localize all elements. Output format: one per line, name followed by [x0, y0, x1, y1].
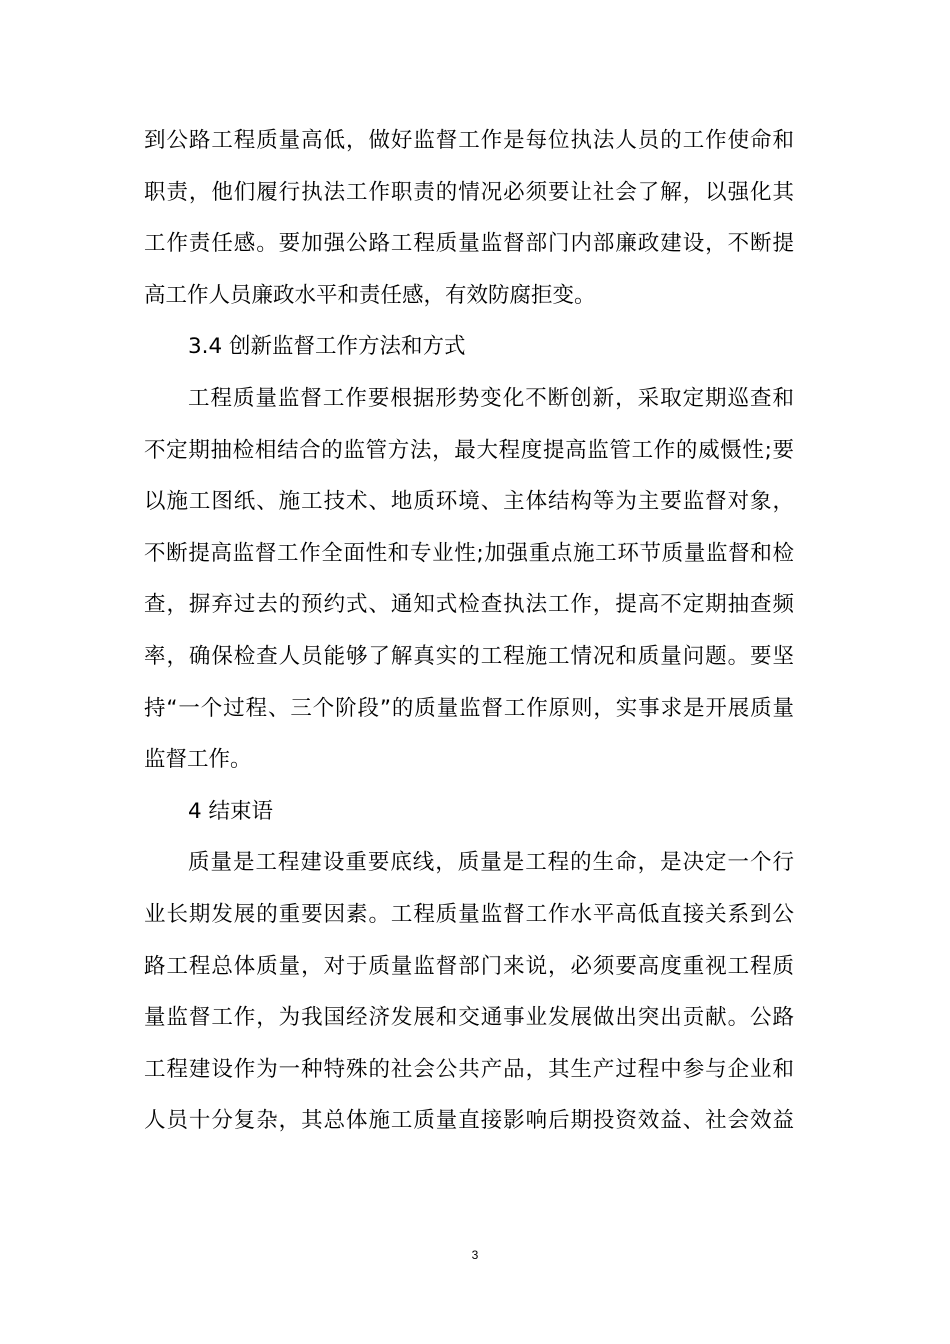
text-line: 工程质量监督工作要根据形势变化不断创新，采取定期巡查和 — [188, 385, 794, 411]
text-line: 不断提高监督工作全面性和专业性;加强重点施工环节质量监督和检 — [144, 540, 794, 566]
text-line: 路工程总体质量，对于质量监督部门来说，必须要高度重视工程质 — [144, 953, 794, 979]
text-line: 工程建设作为一种特殊的社会公共产品，其生产过程中参与企业和 — [144, 1056, 794, 1082]
text-line: 量监督工作，为我国经济发展和交通事业发展做出突出贡献。公路 — [144, 1005, 794, 1031]
text-line: 职责，他们履行执法工作职责的情况必须要让社会了解，以强化其 — [144, 179, 794, 205]
section-heading: 4 结束语 — [188, 798, 274, 824]
text-line: 质量是工程建设重要底线，质量是工程的生命，是决定一个行 — [188, 850, 794, 876]
text-line: 工作责任感。要加强公路工程质量监督部门内部廉政建设，不断提 — [144, 231, 794, 257]
text-line: 业长期发展的重要因素。工程质量监督工作水平高低直接关系到公 — [144, 901, 794, 927]
text-line: 持“一个过程、三个阶段”的质量监督工作原则，实事求是开展质量 — [144, 695, 794, 721]
text-line: 到公路工程质量高低，做好监督工作是每位执法人员的工作使命和 — [144, 128, 794, 153]
text-line: 监督工作。 — [144, 747, 252, 773]
text-line: 以施工图纸、施工技术、地质环境、主体结构等为主要监督对象， — [144, 489, 794, 515]
text-line: 人员十分复杂，其总体施工质量直接影响后期投资效益、社会效益 — [144, 1108, 794, 1134]
body-text — [144, 115, 794, 1147]
section-heading: 3.4 创新监督工作方法和方式 — [188, 334, 466, 360]
text-line: 查，摒弃过去的预约式、通知式检查执法工作，提高不定期抽查频 — [144, 592, 794, 618]
text-line: 不定期抽检相结合的监管方法，最大程度提高监管工作的威慑性;要 — [144, 437, 794, 463]
text-line: 率，确保检查人员能够了解真实的工程施工情况和质量问题。要坚 — [144, 643, 794, 669]
text-line: 高工作人员廉政水平和责任感，有效防腐拒变。 — [144, 282, 596, 308]
page-number: 3 — [471, 1248, 479, 1262]
